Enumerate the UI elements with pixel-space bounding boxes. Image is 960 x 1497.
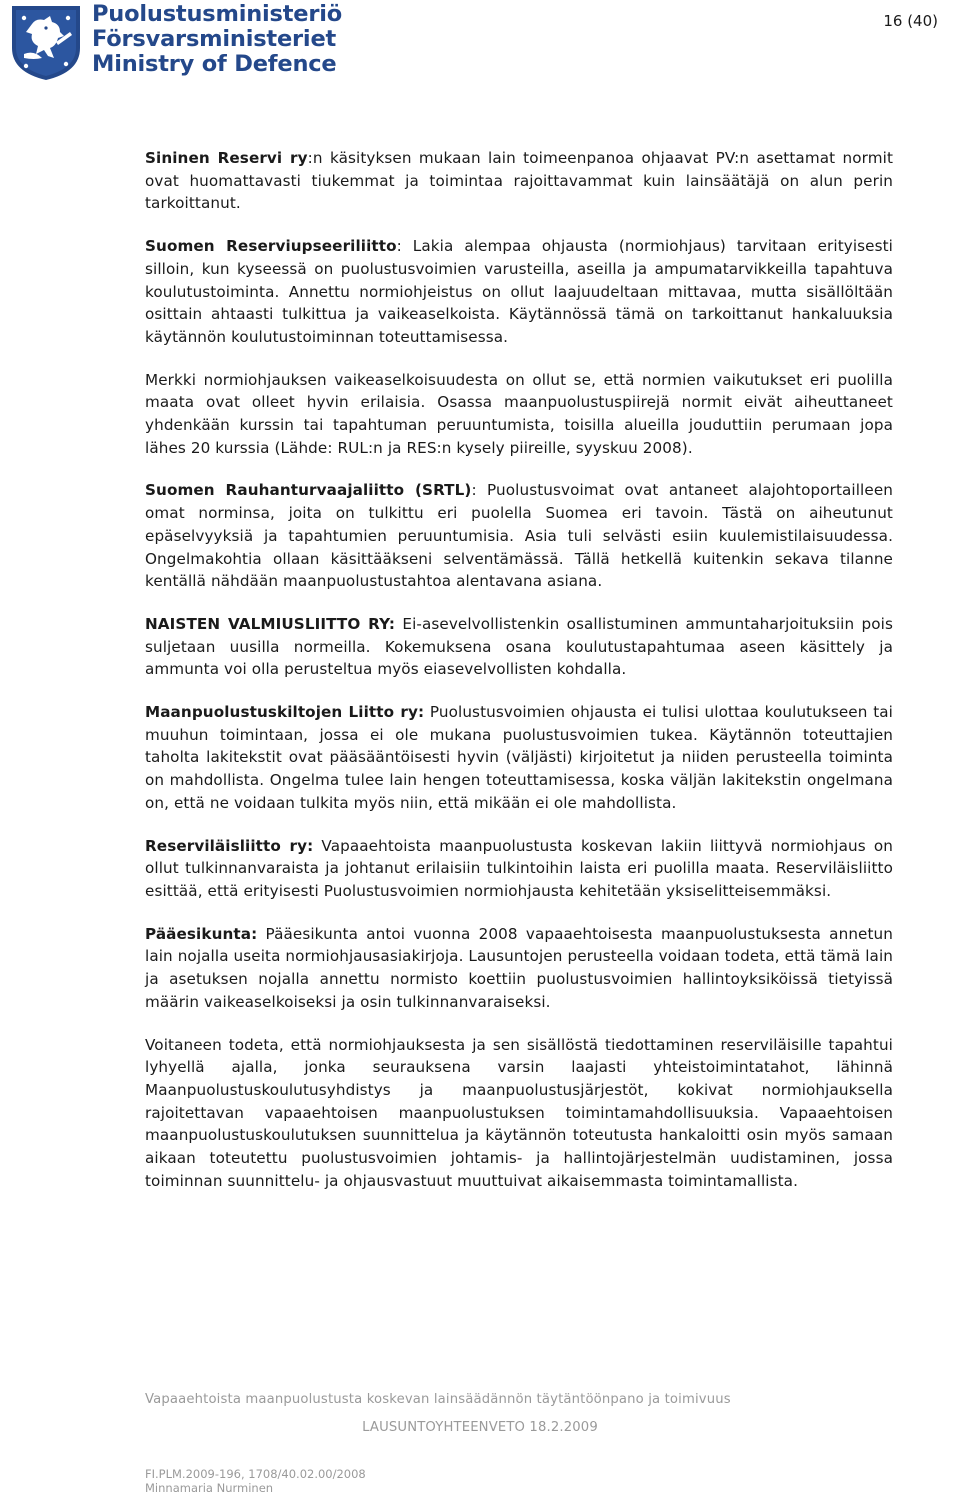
paragraph-text: Merkki normiohjauksen vaikeaselkoisuudesta on ollut se, että normien vaikutukset eri puolilla maata ovat olleet hyvin erilaisia. Osassa maanpuolustuspiirejä normit eivät aiheuttaneet yhdenkään kurssin tai tapahtuman peruuntumista, toisilla alueilla jouduttiin perumaan jopa lähes 20 kurssia (Lähde: RUL:n ja RES:n kysely piireille, syyskuu 2008). (145, 370, 893, 457)
paragraph-paaesikunta (145, 923, 893, 1014)
paragraph-text: Puolustusvoimien ohjausta ei tulisi ulottaa koulutukseen tai muuhun toimintaan, jossa ei ole mukana puolustusvoimien tukea. Käytännön toteuttajien taholta lakitekstit ovat pääsääntöisesti hyvin (väljästi) kirjoitetut ja niiden perusteella toiminta on mahdollista. Ongelma tulee lain hengen toteuttamisessa, koska väljän lakitekstin ongelmana on, että ne voidaan tulkita myös niin, että mikään ei ole mahdollista. (145, 703, 893, 812)
paragraph-rauhanturvaajaliitto (145, 479, 893, 593)
paragraph-sininen-reservi (145, 147, 893, 215)
document-body (145, 147, 893, 1212)
org-name: Suomen Rauhanturvaajaliitto (SRTL) (145, 481, 472, 500)
org-name: Suomen Reserviupseeriliitto (145, 237, 397, 256)
org-name: Sininen Reservi ry (145, 149, 308, 167)
coat-of-arms-logo (6, 2, 86, 82)
paragraph-conclusion (145, 1034, 893, 1193)
page-number: 16 (40) (883, 12, 938, 30)
paragraph-text: Ei-asevelvollistenkin osallistuminen ammuntaharjoituksiin pois suljetaan uusilla normeilla. Kokemuksena osana koulutustapahtumaa aseen käsittely ja ammunta voi olla perusteltua myös eiasevelvollisten kohdalla. (145, 614, 893, 679)
footer-meta (145, 1468, 366, 1495)
document-reference: FI.PLM.2009-196, 1708/40.02.00/2008 (145, 1467, 366, 1481)
paragraph-text: Voitaneen todeta, että normiohjauksesta ja sen sisällöstä tiedottaminen reserviläisille tapahtui lyhyellä ajalla, jonka seurauksena varsin laajasti yhteistoimintatahot, lähinnä Maanpuolustuskoulutusyhdistys ja maanpuolustusjärjestöt, kokivat normiohjauksella rajoitettavan vapaaehtoisen maanpuolustuksen toimintamahdollisuuksia. Vapaaehtoisen maanpuolustuskoulutuksen suunnittelua ja käytännön toteutusta hankaloitti osin myös samaan aikaan toteutettu puolustusvoimien johtamis- ja hallintojärjestelmän uudistaminen, jossa toiminnan suunnittelu- ja ohjausvastuut muuttuivat aikaisemmasta toimintamallista. (145, 1035, 893, 1190)
ministry-name-english: Ministry of Defence (92, 51, 337, 77)
ministry-name-block (92, 2, 342, 77)
document-author: Minnamaria Nurminen (145, 1480, 274, 1495)
paragraph-text: : Lakia alempaa ohjausta (normiohjaus) tarvitaan erityisesti silloin, kun kyseessä on puolustusvoimien varusteilla, aseilla ja ampumatarvikkeilla tapahtuva koulutustoiminta. Annettu normiohjeistus on ollut laajuudeltaan mittavaa, mutta sisällöltään osittain ahtaasti tulkittua ja vaikeaselkoista. Käytännössä tämä on tarkoittanut hankaluuksia käytännön koulutustoiminnan toteuttamisessa. (145, 237, 894, 346)
page-header (0, 0, 960, 90)
footer-document-title: Vapaaehtoista maanpuolustusta koskevan lainsäädännön täytäntöönpano ja toimivuus (145, 1392, 731, 1407)
paragraph-text: : Puolustusvoimat ovat antaneet alajohtoportailleen omat norminsa, joita on tulkittu eri puolella Suomea eri tavoin. Tästä on aiheutunut epäselvyyksiä ja tapahtumien peruuntumisia. Asia tuli selvästi esiin kuulemistilaisuudessa. Ongelmakohtia ollaan käsittääkseni selventämässä. Tällä hetkellä kuitenkin sekava tilanne kentällä nähdään maanpuolustustahtoa alentavana asiana. (145, 481, 893, 591)
org-name: Reserviläisliitto ry: (145, 836, 314, 855)
footer-document-subtitle: LAUSUNTOYHTEENVETO 18.2.2009 (362, 1420, 598, 1435)
org-name: Maanpuolustuskiltojen Liitto ry: (145, 703, 425, 722)
paragraph-naisten-valmiusliitto (145, 613, 893, 681)
paragraph-text: :n käsityksen mukaan lain toimeenpanoa ohjaavat PV:n asettamat normit ovat huomattavasti tiukemmat ja toimintaa rajoittavammat kuin lainsäätäjä on alun perin tarkoittanut. (145, 149, 893, 213)
paragraph-reservilaisliitto (145, 835, 893, 903)
ministry-name-swedish: Försvarsministeriet (92, 26, 337, 52)
org-name: Pääesikunta: (145, 924, 258, 943)
paragraph-reserviupseeriliitto (145, 235, 893, 349)
paragraph-text: Vapaaehtoista maanpuolustusta koskevan lakiin liittyvä normiohjaus on ollut tulkinnanvaraista ja johtanut erilaisiin tulkintoihin laista eri puolilla maata. Reserviläisliitto esittää, että erityisesti Puolustusvoimien normiohjausta kehitetään yksiselitteisemmäksi. (145, 836, 893, 900)
paragraph-text: Pääesikunta antoi vuonna 2008 vapaaehtoisesta maanpuolustuksesta annetun lain nojalla useita normiohjausasiakirjoja. Lausuntojen perusteella voidaan todeta, että tämä lain ja asetuksen nojalla annettu normisto koettiin puolustusvoimien hallintoyksiköissä tietyissä määrin vaikeaselkoiseksi ja osin tulkinnanvaraiseksi. (145, 924, 893, 1011)
paragraph-maanpuolustuskiltojen-liitto (145, 701, 893, 815)
paragraph-normiohjaus-remark (145, 369, 893, 460)
org-name: NAISTEN VALMIUSLIITTO RY: (145, 614, 396, 633)
ministry-name-finnish: Puolustusministeriö (92, 1, 343, 27)
